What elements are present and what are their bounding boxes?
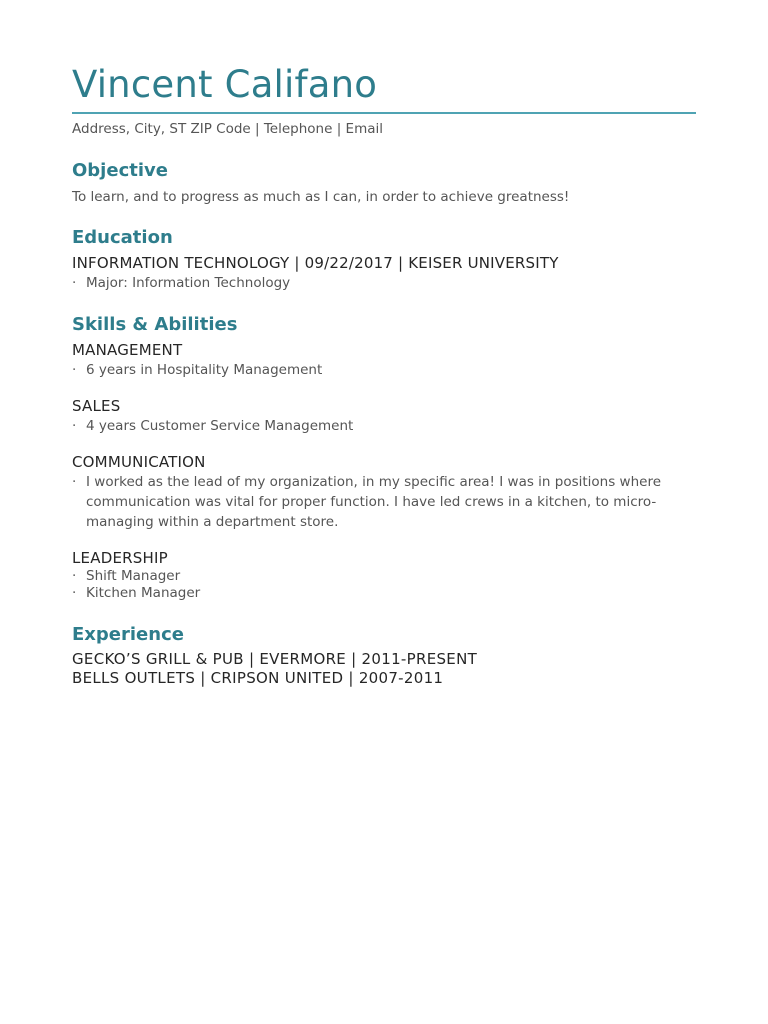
resume-name: Vincent Califano bbox=[72, 63, 378, 106]
experience-heading: Experience bbox=[72, 624, 184, 645]
skill-group-title: MANAGEMENT bbox=[72, 341, 183, 359]
list-item bbox=[72, 472, 696, 532]
experience-entry: GECKO’S GRILL & PUB | EVERMORE | 2011-PRESENT bbox=[72, 650, 478, 668]
skill-group-bullets bbox=[72, 416, 696, 436]
bullet-text: I worked as the lead of my organization, in my specific area! I was in positions where communication was vital for proper function. I have led crews in a kitchen, to micro-managing within a department store. bbox=[86, 474, 662, 530]
skills-heading: Skills & Abilities bbox=[72, 314, 238, 335]
objective-heading: Objective bbox=[72, 160, 168, 181]
contact-info: Address, City, ST ZIP Code | Telephone | Email bbox=[72, 121, 383, 137]
list-item bbox=[72, 585, 696, 602]
header-divider bbox=[72, 112, 696, 114]
bullet-dot: · bbox=[72, 474, 77, 490]
bullet-dot: · bbox=[72, 418, 77, 434]
bullet-text: Kitchen Manager bbox=[86, 585, 201, 601]
bullet-dot: · bbox=[72, 362, 77, 378]
skill-group-title: COMMUNICATION bbox=[72, 453, 206, 471]
bullet-text: Shift Manager bbox=[86, 568, 181, 584]
bullet-text: Major: Information Technology bbox=[86, 275, 291, 291]
bullet-dot: · bbox=[72, 275, 77, 291]
skill-group-bullets bbox=[72, 568, 696, 602]
skill-group-bullets bbox=[72, 360, 696, 380]
skill-group-bullets bbox=[72, 472, 696, 532]
bullet-text: 6 years in Hospitality Management bbox=[86, 362, 323, 378]
bullet-text: 4 years Customer Service Management bbox=[86, 418, 354, 434]
skill-group-title: LEADERSHIP bbox=[72, 549, 168, 567]
list-item bbox=[72, 568, 696, 585]
experience-entry: BELLS OUTLETS | CRIPSON UNITED | 2007-2011 bbox=[72, 669, 444, 687]
objective-text: To learn, and to progress as much as I can, in order to achieve greatness! bbox=[72, 189, 570, 205]
list-item bbox=[72, 416, 696, 436]
education-heading: Education bbox=[72, 227, 173, 248]
list-item bbox=[72, 360, 696, 380]
education-title: INFORMATION TECHNOLOGY | 09/22/2017 | KEISER UNIVERSITY bbox=[72, 254, 559, 272]
bullet-dot: · bbox=[72, 568, 77, 584]
education-bullets bbox=[72, 273, 696, 293]
skill-group-title: SALES bbox=[72, 397, 121, 415]
list-item bbox=[72, 273, 696, 293]
bullet-dot: · bbox=[72, 585, 77, 601]
